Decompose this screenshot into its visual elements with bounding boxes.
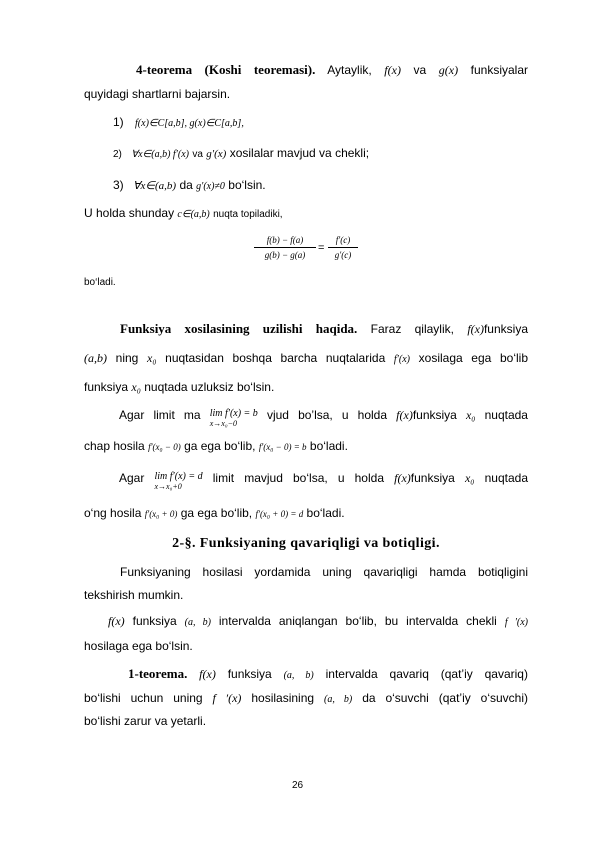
formula-g: g(x) <box>438 63 459 77</box>
theorem1-line1: 1-teorema. f(x) funksiya (a, b) intervalda qavariq (qat’iy qavariq) <box>128 666 528 681</box>
right-limit-line2: o‘ng hosila f′(x₀ + 0) ga ega bo‘lib, f′(x₀ + 0) = d bo‘ladi. <box>84 506 345 520</box>
theorem4-conclusion: U holda shunday c∈(a,b) nuqta topiladiki, <box>84 206 283 220</box>
left-limit-line2: chap hosila f′(x₀ − 0) ga ega bo‘lib, f′(x₀ − 0) = b bo‘ladi. <box>84 439 348 453</box>
page-number: 26 <box>291 780 304 791</box>
frac-equals: = <box>318 242 325 254</box>
section-p1-line1: Funksiyaning hosilasi yordamida uning qavariqligi hamda botiqligini <box>120 565 528 579</box>
left-limit-line1: Agar limit ma lim f′(x) = b x→x₀−0 vjud bo’lsa, u holda f(x)funksiya x₀ nuqtada <box>119 408 528 428</box>
discontinuity-line1: Funksiya xosilasining uzilishi haqida. Faraz qilaylik, f(x)funksiya <box>120 321 528 336</box>
condition-2-g: g′(x) <box>206 148 227 160</box>
theorem1-line2: bo‘lishi uchun uning f ′(x) hosilasining (a, b) da o‘suvchi (qat’iy o‘suvchi) <box>84 691 529 705</box>
condition-2: 2) ∀x∈(a,b) f′(x) va g′(x) xosilalar mavjud va chekli; <box>113 146 370 160</box>
frac-right-bar <box>328 247 358 248</box>
condition-1-formula: f(x)∈C[a,b], g(x)∈C[a,b], <box>135 118 244 129</box>
theorem1-title: 1-teorema. <box>128 666 188 681</box>
condition-1: 1) f(x)∈C[a,b], g(x)∈C[a,b], <box>113 115 244 129</box>
frac-right-numerator: f′(c) <box>335 235 351 245</box>
frac-left-bar <box>254 247 316 248</box>
discontinuity-line3: funksiya x₀ nuqtada uzluksiz bo‘lsin. <box>84 380 275 394</box>
section-p2-line1: f(x) funksiya (a, b) intervalda aniqlangan bo‘lib, bu intervalda chekli f ′(x) <box>108 614 528 628</box>
discontinuity-title: Funksiya xosilasining uzilishi haqida. <box>120 321 358 336</box>
theorem4-line2: quyidagi shartlarni bajarsin. <box>84 87 231 101</box>
right-limit-formula: lim f′(x) = d x→x₀+0 <box>154 471 203 491</box>
section-heading: 2-§. Funksiyaning qavariqligi va botiqligi. <box>172 536 440 551</box>
formula-f: f(x) <box>384 63 401 77</box>
right-derivative-eq: f′(x₀ + 0) = d <box>255 509 304 519</box>
left-derivative-eq: f′(x₀ − 0) = b <box>258 442 307 452</box>
right-derivative: f′(x₀ + 0) <box>144 509 178 519</box>
condition-3-formula: ∀x∈(a,b) <box>133 180 177 192</box>
condition-2-formula: ∀x∈(a,b) f′(x) <box>131 149 189 160</box>
frac-left-numerator: f(b) − f(a) <box>266 235 304 245</box>
discontinuity-line2: (a,b) ning x₀ nuqtasidan boshqa barcha nuqtalarida f′(x) xosilaga ega bo‘lib <box>84 351 528 365</box>
section-p1-line2: tekshirish mumkin. <box>84 588 184 602</box>
frac-left-denominator: g(b) − g(a) <box>264 250 306 260</box>
theorem4-title: 4-teorema (Koshi teoremasi). <box>136 62 316 77</box>
right-limit-line1: Agar lim f′(x) = d x→x₀+0 limit mavjud bo‘lsa, u holda f(x)funksiya x₀ nuqtada <box>119 471 528 491</box>
section-p2-line2: hosilaga ega bo‘lsin. <box>84 639 193 653</box>
cauchy-formula <box>254 234 364 264</box>
left-limit-formula: lim f′(x) = b x→x₀−0 <box>209 408 258 428</box>
theorem4-line1: 4-teorema (Koshi teoremasi). Aytaylik, f(x) va g(x) funksiyalar <box>136 62 528 77</box>
left-derivative: f′(x₀ − 0) <box>148 442 181 452</box>
theorem1-line3: bo‘lishi zarur va yetarli. <box>84 714 207 728</box>
condition-3-g: g′(x)≠0 <box>196 181 225 192</box>
conclusion-c: c∈(a,b) <box>177 209 210 220</box>
condition-3: 3) ∀x∈(a,b) da g′(x)≠0 bo‘lsin. <box>113 178 266 192</box>
frac-right-denominator: g′(c) <box>334 250 352 260</box>
theorem4-boladi: bo‘ladi. <box>84 277 116 288</box>
